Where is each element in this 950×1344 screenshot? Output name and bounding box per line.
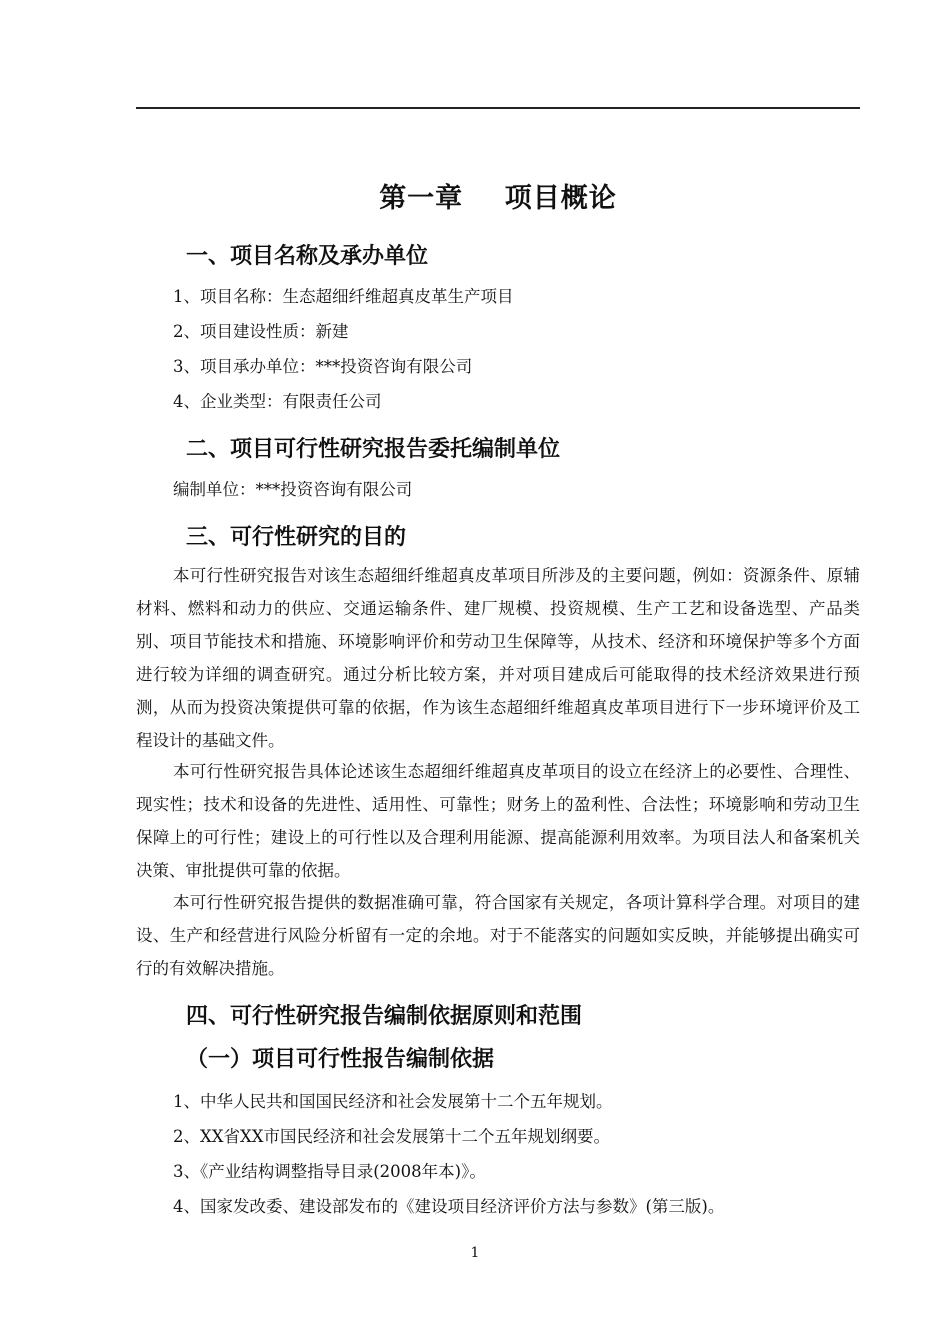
- list-item: 3、项目承办单位：***投资咨询有限公司: [173, 357, 473, 376]
- list-item: 3、《产业结构调整指导目录(2008年本)》。: [173, 1162, 486, 1181]
- paragraph: 本可行性研究报告具体论述该生态超细纤维超真皮革项目的设立在经济上的必要性、合理性、现实性；技术和设备的先进性、适用性、可靠性；财务上的盈利性、合法性；环境影响和劳动卫生保障上的可行性；建设上的可行性以及合理利用能源、提高能源利用效率。为项目法人和备案机关决策、审批提供可靠的依据。: [136, 762, 860, 880]
- paragraph: 本可行性研究报告对该生态超细纤维超真皮革项目所涉及的主要问题，例如：资源条件、原辅材料、燃料和动力的供应、交通运输条件、建厂规模、投资规模、生产工艺和设备选型、产品类别、项目节能技术和措施、环境影响评价和劳动卫生保障等，从技术、经济和环境保护等多个方面进行较为详细的调查研究。通过分析比较方案，并对项目建成后可能取得的技术经济效果进行预测，从而为投资决策提供可靠的依据，作为该生态超细纤维超真皮革项目进行下一步环境评价及工程设计的基础文件。: [136, 566, 860, 750]
- list-item: 1、中华人民共和国国民经济和社会发展第十二个五年规划。: [173, 1092, 613, 1111]
- paragraph: 本可行性研究报告提供的数据准确可靠，符合国家有关规定，各项计算科学合理。对项目的建设、生产和经营进行风险分析留有一定的余地。对于不能落实的问题如实反映，并能够提出确实可行的有效解决措施。: [136, 893, 860, 978]
- compiler-line: 编制单位：***投资咨询有限公司: [173, 480, 413, 499]
- page-number: 1: [470, 1245, 480, 1261]
- list-item: 1、项目名称：生态超细纤维超真皮革生产项目: [173, 287, 514, 306]
- section-heading-2: 二、项目可行性研究报告委托编制单位: [186, 437, 561, 462]
- section-heading-4: 四、可行性研究报告编制依据原则和范围: [186, 1004, 583, 1029]
- section-heading-1: 一、项目名称及承办单位: [186, 244, 429, 269]
- list-item: 2、XX省XX市国民经济和社会发展第十二个五年规划纲要。: [173, 1127, 610, 1146]
- list-item: 4、企业类型：有限责任公司: [173, 392, 382, 411]
- sub-heading: （一）项目可行性报告编制依据: [186, 1047, 495, 1072]
- chapter-title: 第一章 项目概论: [379, 183, 617, 214]
- list-item: 2、项目建设性质：新建: [173, 322, 349, 341]
- section-heading-3: 三、可行性研究的目的: [186, 525, 407, 550]
- list-item: 4、国家发改委、建设部发布的《建设项目经济评价方法与参数》(第三版)。: [173, 1197, 725, 1216]
- header-rule: [136, 107, 860, 109]
